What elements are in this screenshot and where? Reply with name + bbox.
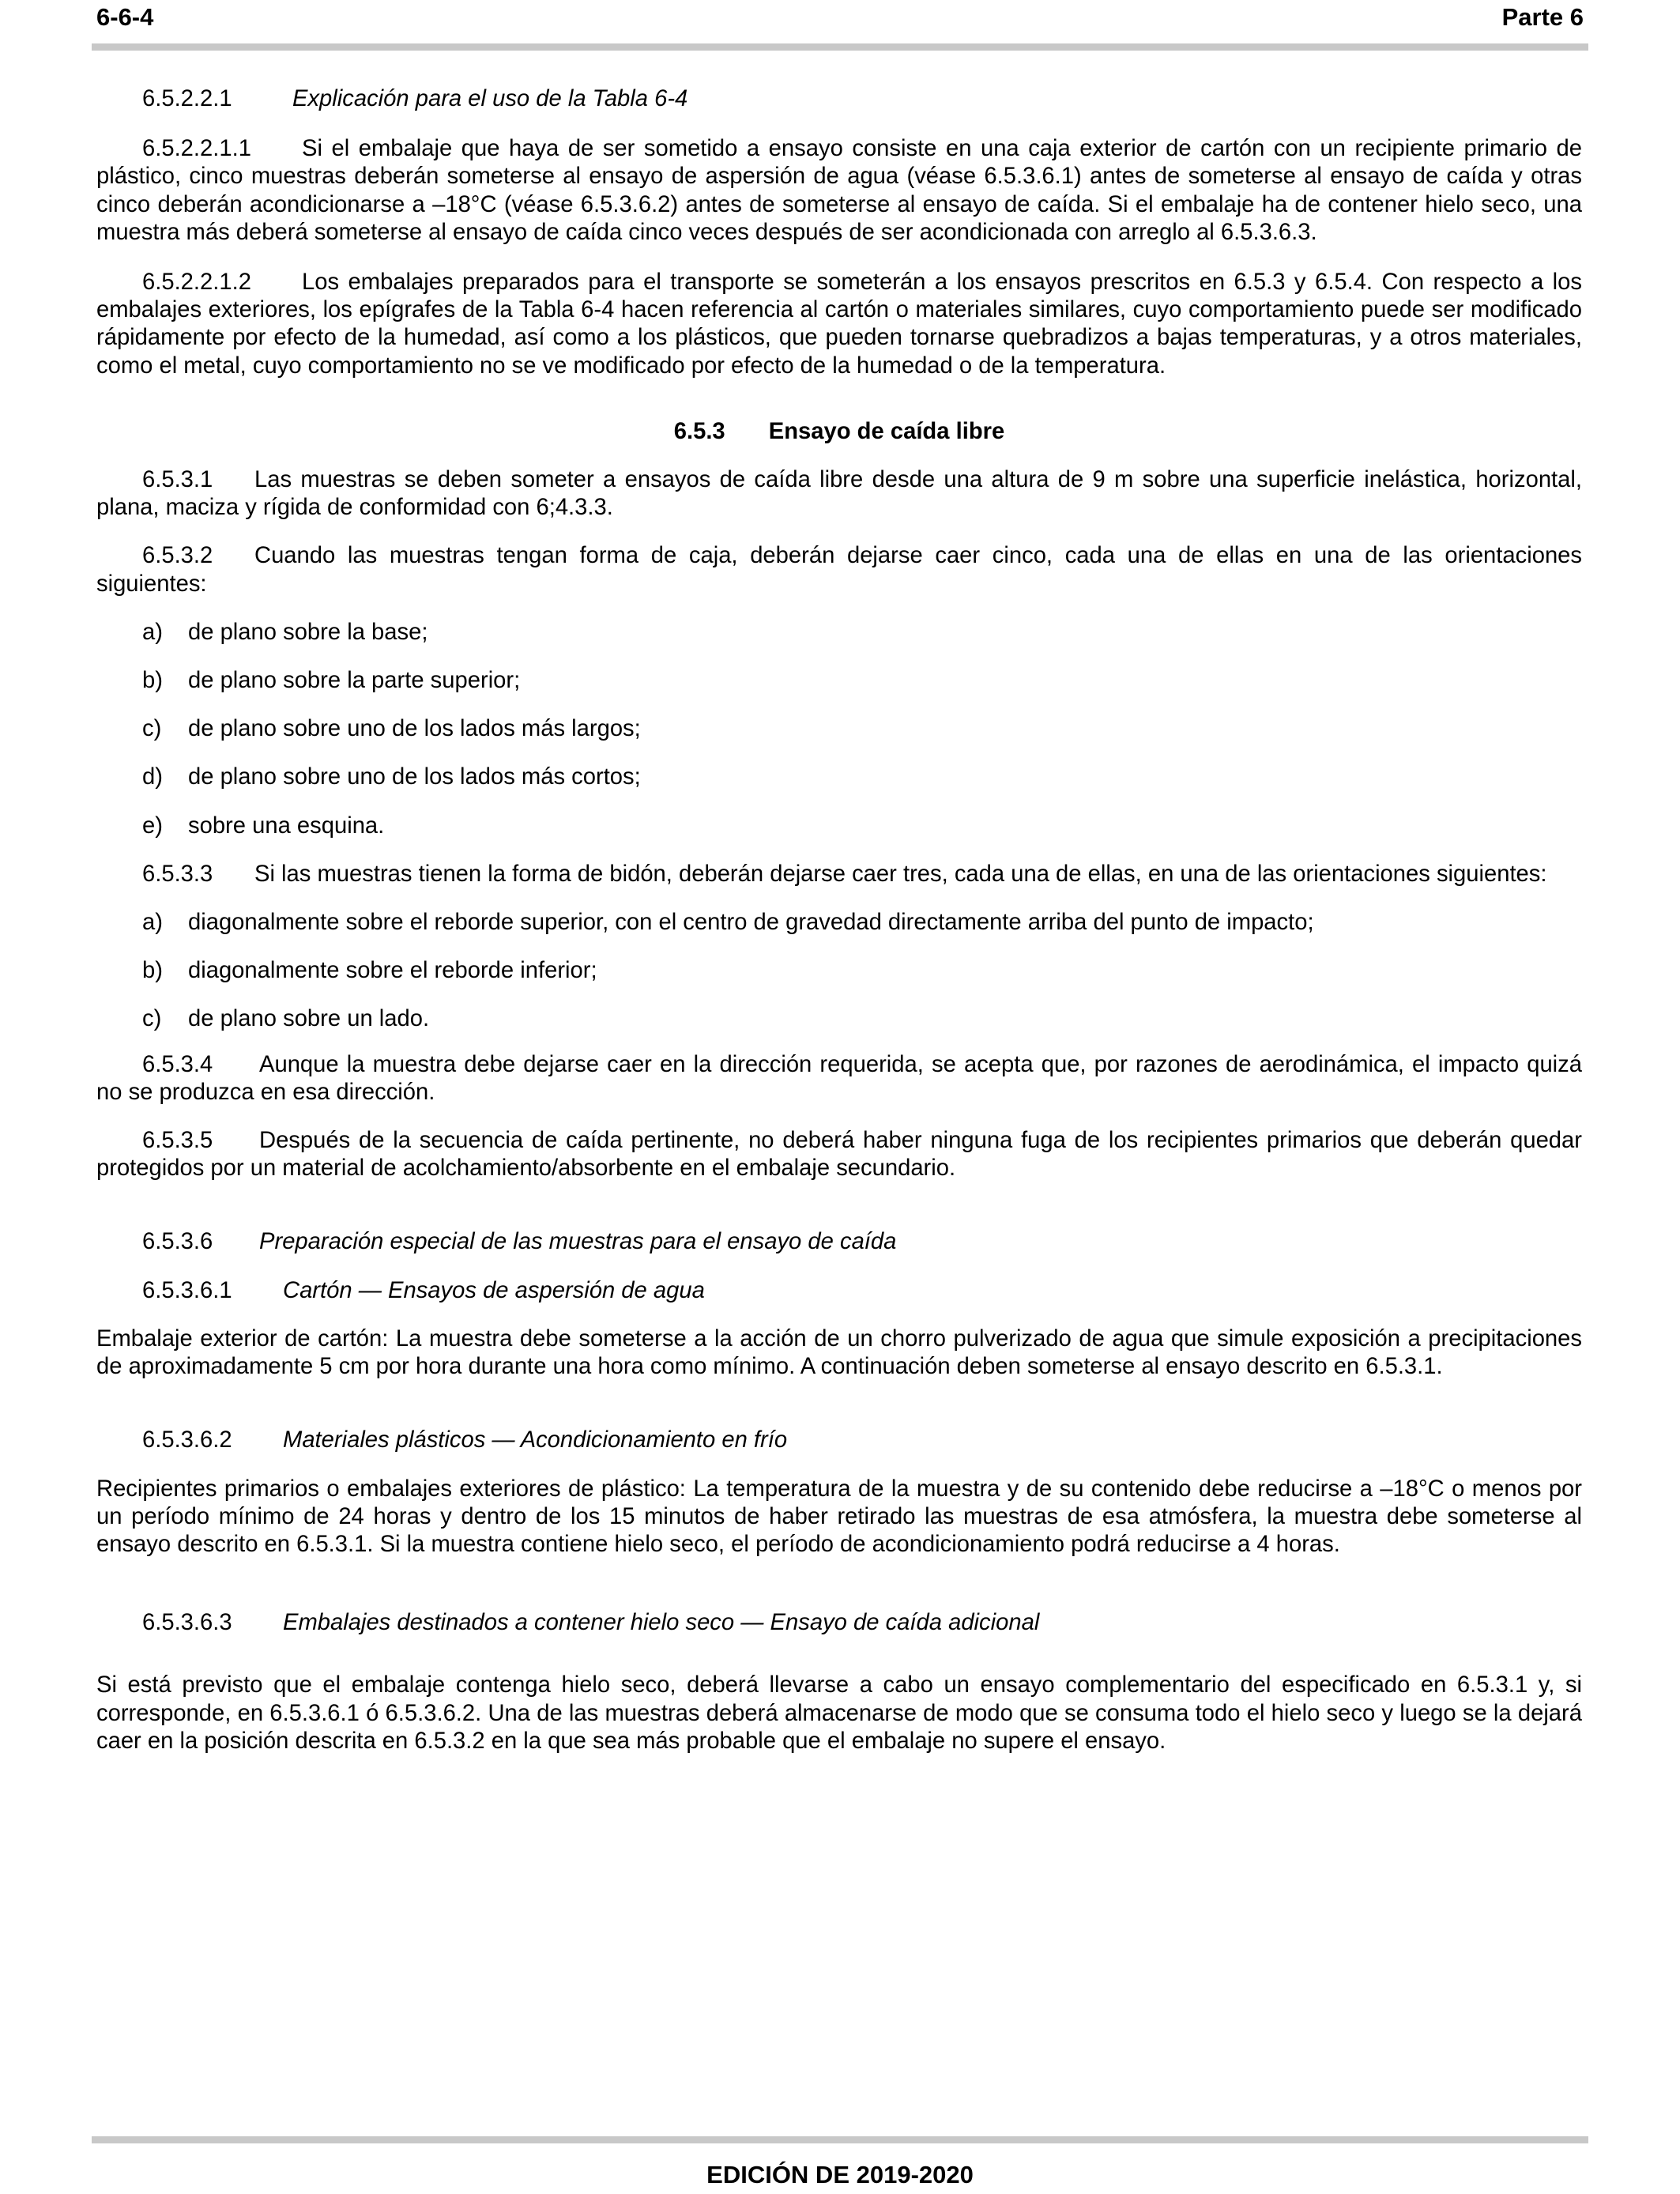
section-number: 6.5.3.6 (142, 1229, 213, 1255)
section-6-5-3-6 (96, 1228, 1582, 1256)
section-heading-6-5-3 (96, 418, 1582, 446)
paragraph-text: Si las muestras tienen la forma de bidón, deberán dejarse caer tres, cada una de ellas, en una de las orientaciones siguientes: (254, 861, 1547, 887)
list-item-text: diagonalmente sobre el reborde superior, con el centro de gravedad directamente arriba del punto de impacto; (188, 910, 1314, 936)
paragraph-6-5-3-2 (96, 542, 1582, 598)
section-title: Explicación para el uso de la Tabla 6-4 (292, 86, 688, 111)
paragraph-6-5-3-6-1 (96, 1325, 1582, 1381)
paragraph-6-5-2-2-1-1 (96, 135, 1582, 247)
paragraph-text: Si el embalaje que haya de ser sometido a ensayo consiste en una caja exterior de cartón con un recipiente primario de plástico, cinco muestras deberán someterse al ensayo de aspersión de agua (véase 6.5.3.6.1) antes de someterse al ensayo de caída y otras cinco deberán acondicionarse a –18°C (véase 6.5.3.6.2) antes de someterse al ensayo de caída. Si el embalaje ha de contener hielo seco, una muestra más deberá someterse al ensayo de caída cinco veces después de ser acondicionada con arreglo al 6.5.3.6.3. (96, 136, 1582, 245)
list-item-label: c) (142, 1006, 162, 1032)
page-header (96, 0, 1584, 35)
paragraph-number: 6.5.2.2.1.1 (142, 136, 251, 162)
list-item-text: de plano sobre la base; (188, 619, 428, 645)
paragraph-number: 6.5.3.2 (142, 543, 213, 569)
list-item-label: e) (142, 812, 163, 839)
paragraph-6-5-3-5 (96, 1127, 1582, 1182)
list-item-label: d) (142, 764, 163, 790)
list-item (96, 667, 1582, 695)
list-6-5-3-3 (96, 909, 1582, 1034)
list-item-label: c) (142, 716, 162, 742)
section-number: 6.5.3.6.3 (142, 1610, 232, 1636)
paragraph-6-5-3-6-2 (96, 1476, 1582, 1559)
list-item (96, 619, 1582, 647)
list-item (96, 812, 1582, 840)
paragraph-text: Embalaje exterior de cartón: La muestra debe someterse a la acción de un chorro pulverizado de agua que simule exposición a precipitaciones de aproximadamente 5 cm por hora durante una hora como mínimo. A continuación deben someterse al ensayo descrito en 6.5.3.1. (96, 1325, 1582, 1380)
list-item-text: de plano sobre la parte superior; (188, 668, 521, 694)
paragraph-6-5-3-1 (96, 466, 1582, 522)
paragraph-6-5-3-6-3 (96, 1672, 1582, 1755)
section-title: Embalajes destinados a contener hielo seco — Ensayo de caída adicional (283, 1610, 1040, 1636)
list-item-label: b) (142, 958, 163, 984)
section-6-5-3-6-1 (96, 1277, 1582, 1305)
list-item-label: a) (142, 910, 163, 936)
section-title: Preparación especial de las muestras para el ensayo de caída (259, 1229, 897, 1255)
paragraph-text: Recipientes primarios o embalajes exteriores de plástico: La temperatura de la muestra y de su contenido debe reducirse a –18°C o menos por un período mínimo de 24 horas y dentro de los 15 minutos de haber retirado las muestras de esa atmósfera, la muestra debe someterse al ensayo descrito en 6.5.3.1. Si la muestra contiene hielo seco, el período de acondicionamiento podrá reducirse a 4 horas. (96, 1476, 1582, 1557)
paragraph-number: 6.5.3.1 (142, 467, 213, 493)
header-rule (92, 43, 1588, 51)
paragraph-text: Aunque la muestra debe dejarse caer en la dirección requerida, se acepta que, por razones de aerodinámica, el impacto quizá no se produzca en esa dirección. (96, 1051, 1582, 1105)
paragraph-number: 6.5.3.3 (142, 861, 213, 887)
section-title: Cartón — Ensayos de aspersión de agua (283, 1277, 705, 1303)
part-title: Parte 6 (1501, 3, 1584, 31)
section-number: 6.5.3.6.1 (142, 1277, 232, 1303)
paragraph-text: Después de la secuencia de caída pertinente, no deberá haber ninguna fuga de los recipientes primarios que deberán quedar protegidos por un material de acolchamiento/absorbente en el embalaje secundario. (96, 1128, 1582, 1182)
section-title: Materiales plásticos — Acondicionamiento en frío (283, 1427, 788, 1453)
list-item (96, 909, 1582, 937)
section-number: 6.5.3 (673, 418, 725, 444)
section-6-5-3-6-3 (96, 1609, 1582, 1637)
paragraph-text: Cuando las muestras tengan forma de caja, deberán dejarse caer cinco, cada una de ellas en una de las orientaciones siguientes: (96, 543, 1582, 597)
section-6-5-3-6-2 (96, 1427, 1582, 1454)
paragraph-text: Las muestras se deben someter a ensayos de caída libre desde una altura de 9 m sobre una superficie inelástica, horizontal, plana, maciza y rígida de conformidad con 6;4.3.3. (96, 467, 1582, 521)
paragraph-6-5-3-4 (96, 1051, 1582, 1106)
section-number: 6.5.2.2.1 (142, 86, 232, 111)
list-item (96, 763, 1582, 791)
paragraph-number: 6.5.2.2.1.2 (142, 270, 251, 296)
section-number: 6.5.3.6.2 (142, 1427, 232, 1453)
paragraph-6-5-2-2-1-2 (96, 269, 1582, 380)
footer-rule (92, 2136, 1588, 2143)
paragraph-6-5-3-3 (96, 861, 1582, 888)
section-title: Ensayo de caída libre (768, 418, 1005, 444)
list-item-text: de plano sobre uno de los lados más largos; (188, 716, 641, 742)
list-6-5-3-2 (96, 619, 1582, 840)
paragraph-text: Los embalajes preparados para el transporte se someterán a los ensayos prescritos en 6.5.3 y 6.5.4. Con respecto a los embalajes exteriores, los epígrafes de la Tabla 6-4 hacen referencia al cartón o materiales similares, cuyo comportamiento puede ser modificado rápidamente por efecto de la humedad, así como a los plásticos, que pueden tornarse quebradizos a bajas temperaturas, y a otros materiales, como el metal, cuyo comportamiento no se ve modificado por efecto de la humedad o de la temperatura. (96, 270, 1582, 379)
list-item-text: de plano sobre uno de los lados más cortos; (188, 764, 641, 790)
list-item-text: de plano sobre un lado. (188, 1006, 430, 1032)
list-item-label: b) (142, 668, 163, 694)
list-item-text: sobre una esquina. (188, 812, 385, 839)
paragraph-text: Si está previsto que el embalaje contenga hielo seco, deberá llevarse a cabo un ensayo complementario del especificado en 6.5.3.1 y, si corresponde, en 6.5.3.6.1 ó 6.5.3.6.2. Una de las muestras deberá almacenarse de modo que se consuma todo el hielo seco y luego se la dejará caer en la posición descrita en 6.5.3.2 en la que sea más probable que el embalaje no supere el ensayo. (96, 1672, 1582, 1754)
list-item-text: diagonalmente sobre el reborde inferior; (188, 958, 597, 984)
paragraph-number: 6.5.3.4 (142, 1051, 213, 1077)
list-item (96, 1005, 1582, 1033)
page-number: 6-6-4 (96, 3, 154, 31)
page-footer: EDICIÓN DE 2019-2020 (706, 2161, 974, 2188)
document-body (96, 85, 1582, 1755)
list-item (96, 957, 1582, 985)
list-item (96, 715, 1582, 743)
paragraph-number: 6.5.3.5 (142, 1128, 213, 1154)
section-6-5-2-2-1 (96, 85, 1582, 113)
list-item-label: a) (142, 619, 163, 645)
